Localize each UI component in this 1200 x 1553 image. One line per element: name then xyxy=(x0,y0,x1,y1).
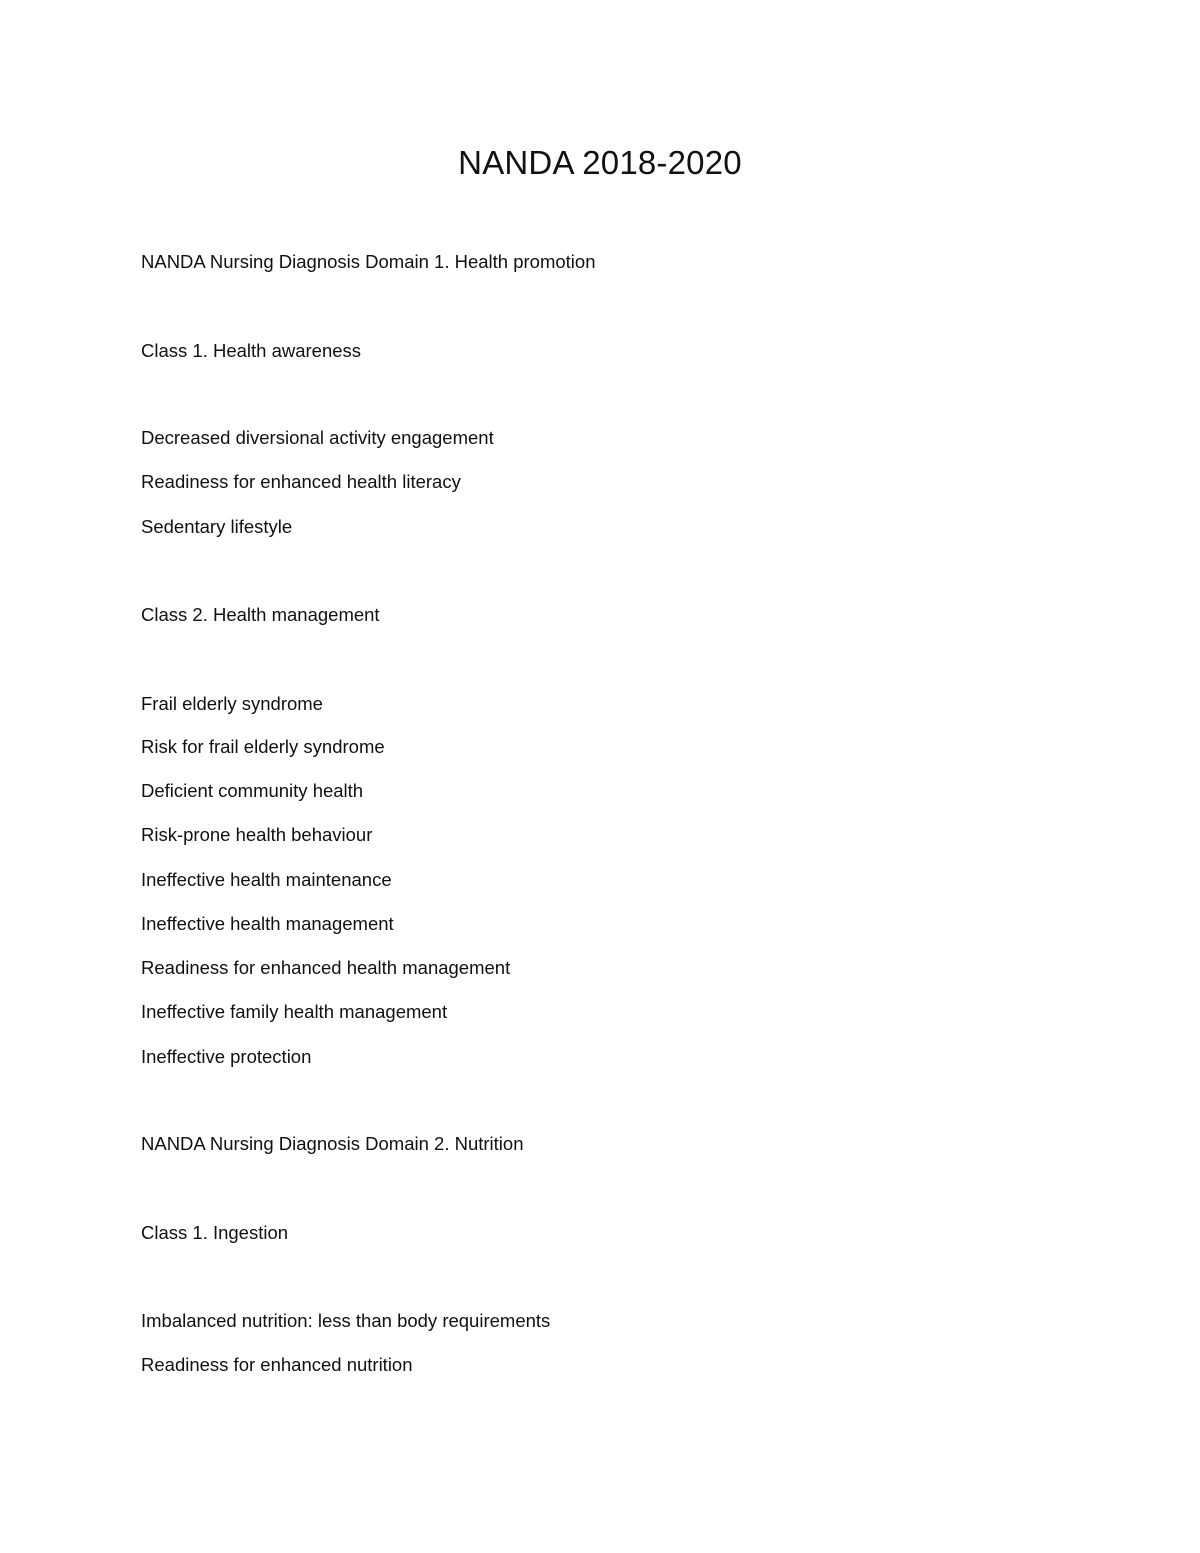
diagnosis-item: Frail elderly syndrome xyxy=(141,693,323,714)
diagnosis-item: Ineffective family health management xyxy=(141,1001,448,1022)
diagnosis-item: Readiness for enhanced health management xyxy=(141,957,511,978)
diagnosis-item: Imbalanced nutrition: less than body requirements xyxy=(141,1310,551,1331)
class-heading: Class 2. Health management xyxy=(141,604,380,625)
diagnosis-item: Ineffective health maintenance xyxy=(141,869,392,890)
page-title: NANDA 2018-2020 xyxy=(458,144,742,181)
class-heading: Class 1. Ingestion xyxy=(141,1222,289,1243)
diagnosis-item: Ineffective protection xyxy=(141,1046,312,1067)
diagnosis-item: Readiness for enhanced nutrition xyxy=(141,1354,413,1375)
diagnosis-item: Readiness for enhanced health literacy xyxy=(141,471,461,492)
diagnosis-item: Risk-prone health behaviour xyxy=(141,824,373,845)
domain-heading: NANDA Nursing Diagnosis Domain 2. Nutrition xyxy=(141,1133,524,1154)
diagnosis-item: Risk for frail elderly syndrome xyxy=(141,736,385,757)
diagnosis-item: Sedentary lifestyle xyxy=(141,516,293,537)
diagnosis-item: Deficient community health xyxy=(141,780,364,801)
domain-heading: NANDA Nursing Diagnosis Domain 1. Health promotion xyxy=(141,251,596,272)
diagnosis-item: Ineffective health management xyxy=(141,913,394,934)
class-heading: Class 1. Health awareness xyxy=(141,340,362,361)
diagnosis-item: Decreased diversional activity engagement xyxy=(141,427,494,448)
